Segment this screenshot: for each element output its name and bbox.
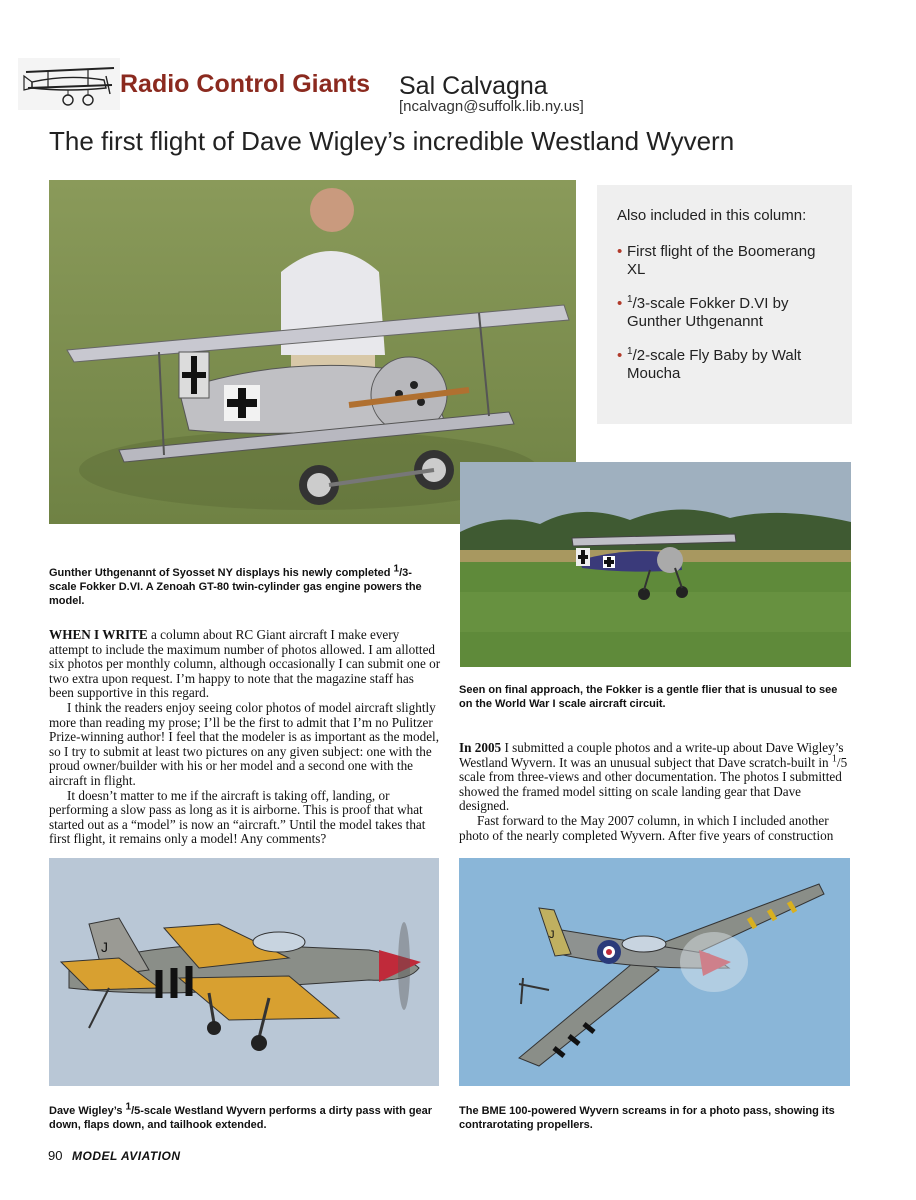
- caption-photo2: Seen on final approach, the Fokker is a gentle flier that is unusual to see on the World War I scale aircraft circuit.: [459, 684, 838, 710]
- body-column-right: [459, 741, 851, 843]
- body-column-left: [49, 628, 441, 847]
- body-paragraph: I think the readers enjoy seeing color photos of model aircraft slightly more than reading my prose; I’ll be the first to admit that I’m no Pulitzer Prize-winning author! I feel that the modeler is as important as the model, so I try to submit at least two pictures on any given subject: one with the proud owner/builder with his or her model and a second one with the aircraft in flight.: [49, 699, 440, 788]
- sidebar-item: • First flight of the Boomerang XL: [617, 243, 827, 279]
- biplane-logo-icon: [18, 58, 120, 110]
- sidebar-box: [597, 185, 852, 424]
- column-title: Radio Control Giants: [120, 70, 370, 98]
- sidebar-heading: Also included in this column:: [617, 207, 807, 224]
- page-number: 90: [48, 1148, 63, 1163]
- body-paragraph: WHEN I WRITE a column about RC Giant aircraft I make every attempt to include the maximum number of photos allowed. I am allotted six photos per monthly column, although occasionally I can submit one or two extra upon request. I’m happy to note that the magazine staff has been supportive in this regard.: [49, 627, 441, 701]
- svg-text:J: J: [101, 939, 108, 955]
- sidebar-list: [617, 243, 827, 399]
- body-paragraph: In 2005 I submitted a couple photos and a write-up about Dave Wigley’s Westland Wyvern. It was an unusual subject that Dave scratch-built in $^1$/5 scale from three-views and other documentation. The photos I submitted showed the framed model sitting on scale landing gear that Dave designed.: [459, 740, 848, 814]
- caption-photo4: The BME 100-powered Wyvern screams in for a photo pass, showing its contrarotating propellers.: [459, 1105, 835, 1131]
- sidebar-item: • $^1$/3-scale Fokker D.VI by Gunther Uthgenannt: [617, 295, 827, 331]
- photo-wyvern-dirty-pass: [49, 858, 439, 1086]
- photo-wyvern-photo-pass: [459, 858, 850, 1086]
- caption-photo3: Dave Wigley’s 1/5-scale Westland Wyvern performs a dirty pass with gear down, flaps down, and tailhook extended.: [49, 1101, 433, 1131]
- article-headline: The first flight of Dave Wigley’s incredible Westland Wyvern: [49, 126, 735, 156]
- sidebar-item: • $^1$/2-scale Fly Baby by Walt Moucha: [617, 347, 827, 383]
- body-paragraph: Fast forward to the May 2007 column, in which I included another photo of the nearly completed Wyvern. After five years of construction: [459, 812, 834, 843]
- caption-photo1: Gunther Uthgenannt of Syosset NY displays his newly completed 1/3-scale Fokker D.VI. A Zenoah GT-80 twin-cylinder gas engine powers the model.: [49, 563, 422, 607]
- magazine-name: MODEL AVIATION: [72, 1149, 181, 1163]
- body-paragraph: It doesn’t matter to me if the aircraft is taking off, landing, or performing a slow pass as long as it is airborne. This is proof that what started out as a “model” is now an “aircraft.” Until the model takes that first flight, it remains only a model! Any comments?: [49, 787, 426, 847]
- author-email: [ncalvagn@suffolk.lib.ny.us]: [399, 98, 584, 115]
- svg-text:J: J: [549, 929, 555, 941]
- author-name: Sal Calvagna: [399, 72, 548, 100]
- photo-fokker-landing: [460, 462, 851, 667]
